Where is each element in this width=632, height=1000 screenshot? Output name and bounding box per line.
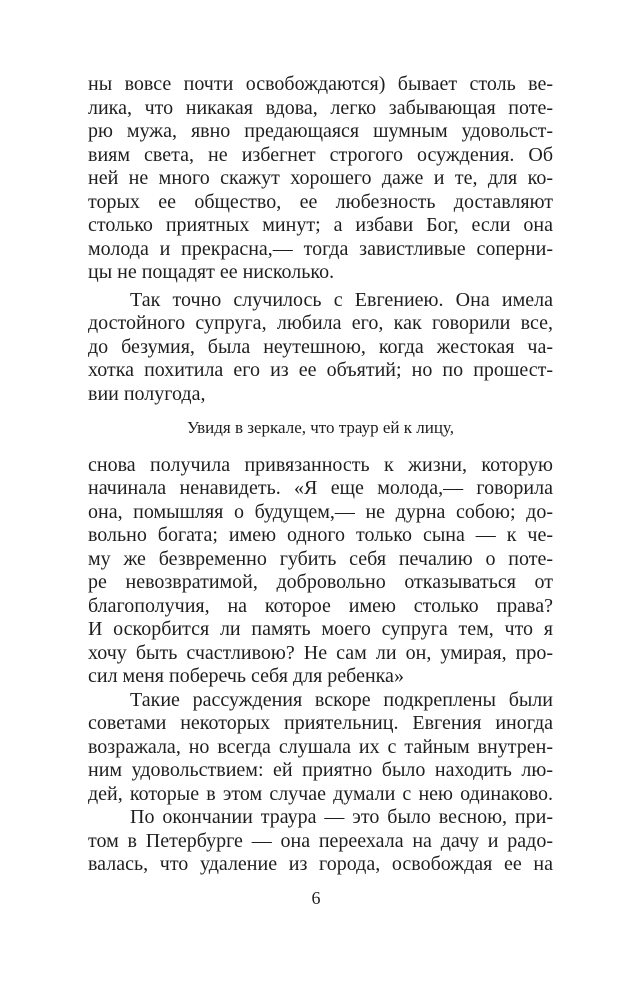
text-line: столько приятных минут; а избави Бог, если она bbox=[88, 214, 553, 236]
text-line: Так точно случилось с Евгениею. Она имела bbox=[130, 288, 553, 311]
text-line: возражала, но всегда слушала их с тайным внутрен- bbox=[88, 735, 553, 758]
text-line: достойного супруга, любила его, как говорили все, bbox=[88, 312, 553, 334]
text-line: сил меня поберечь себя для ребенка» bbox=[88, 665, 404, 687]
text-block bbox=[88, 73, 553, 877]
text-line: ны вовсе почти освобождаются) бывает столь ве- bbox=[88, 73, 553, 95]
text-line: Такие рассуждения вскоре подкреплены были bbox=[130, 688, 553, 711]
text-line: валась, что удаление из города, освобождая ее на bbox=[88, 853, 553, 875]
paragraph-4 bbox=[88, 806, 553, 877]
text-line: По окончании траура — это было весною, при- bbox=[130, 806, 553, 828]
paragraph-3 bbox=[88, 689, 553, 807]
text-line: торых ее общество, ее любезность доставляют bbox=[88, 190, 553, 213]
text-line: вольно богата; имею одного только сына — к че- bbox=[88, 524, 553, 546]
text-line: ре невозвратимой, добровольно отказываться от bbox=[88, 571, 553, 593]
text-line: том в Петербурге — она переехала на дачу и радо- bbox=[88, 829, 553, 852]
text-line: снова получила привязанность к жизни, которую bbox=[88, 453, 553, 476]
text-line: лика, что никакая вдова, легко забывающая поте- bbox=[88, 96, 553, 119]
text-line: ней не много скажут хорошего даже и те, для ко- bbox=[88, 167, 553, 189]
text-line: до безумия, была неутешною, когда жестокая ча- bbox=[88, 335, 553, 358]
text-line: благополучия, на которое имею столько права? bbox=[88, 594, 553, 617]
text-line: хотка похитила его из ее объятий; но по прошест- bbox=[88, 359, 553, 381]
text-line: И оскорбится ли память моего супруга тем, что я bbox=[88, 618, 553, 640]
text-line: дей, которые в этом случае думали с нею одинаково. bbox=[88, 782, 553, 805]
paragraph-1 bbox=[88, 73, 553, 285]
verse-quote: Увидя в зеркале, что траур ей к лицу, bbox=[187, 418, 454, 437]
text-line: виям света, не избегнет строгого осуждения. Об bbox=[88, 143, 553, 166]
text-line: вии полугода, bbox=[88, 382, 206, 405]
page-number: 6 bbox=[311, 888, 321, 908]
text-line: цы не пощадят ее нисколько. bbox=[88, 261, 335, 283]
text-line: хочу быть счастливою? Не сам ли он, умирая, про- bbox=[88, 641, 553, 664]
paragraph-2-continued bbox=[88, 454, 553, 689]
text-line: она, помышляя о будущем,— не дурна собою; до- bbox=[88, 500, 553, 523]
text-line: ним удовольствием: ей приятно было находить лю- bbox=[88, 759, 553, 781]
text-line: начинала ненавидеть. «Я еще молода,— говорила bbox=[88, 477, 553, 499]
paragraph-2 bbox=[88, 289, 553, 407]
text-line: рю мужа, явно предающаяся шумным удовольст- bbox=[88, 120, 553, 142]
text-line: советами некоторых приятельниц. Евгения иногда bbox=[88, 712, 553, 734]
text-line: молода и прекрасна,— тогда завистливые соперни- bbox=[88, 237, 553, 260]
text-line: му же безвременно губить себя печалию о поте- bbox=[88, 547, 553, 570]
